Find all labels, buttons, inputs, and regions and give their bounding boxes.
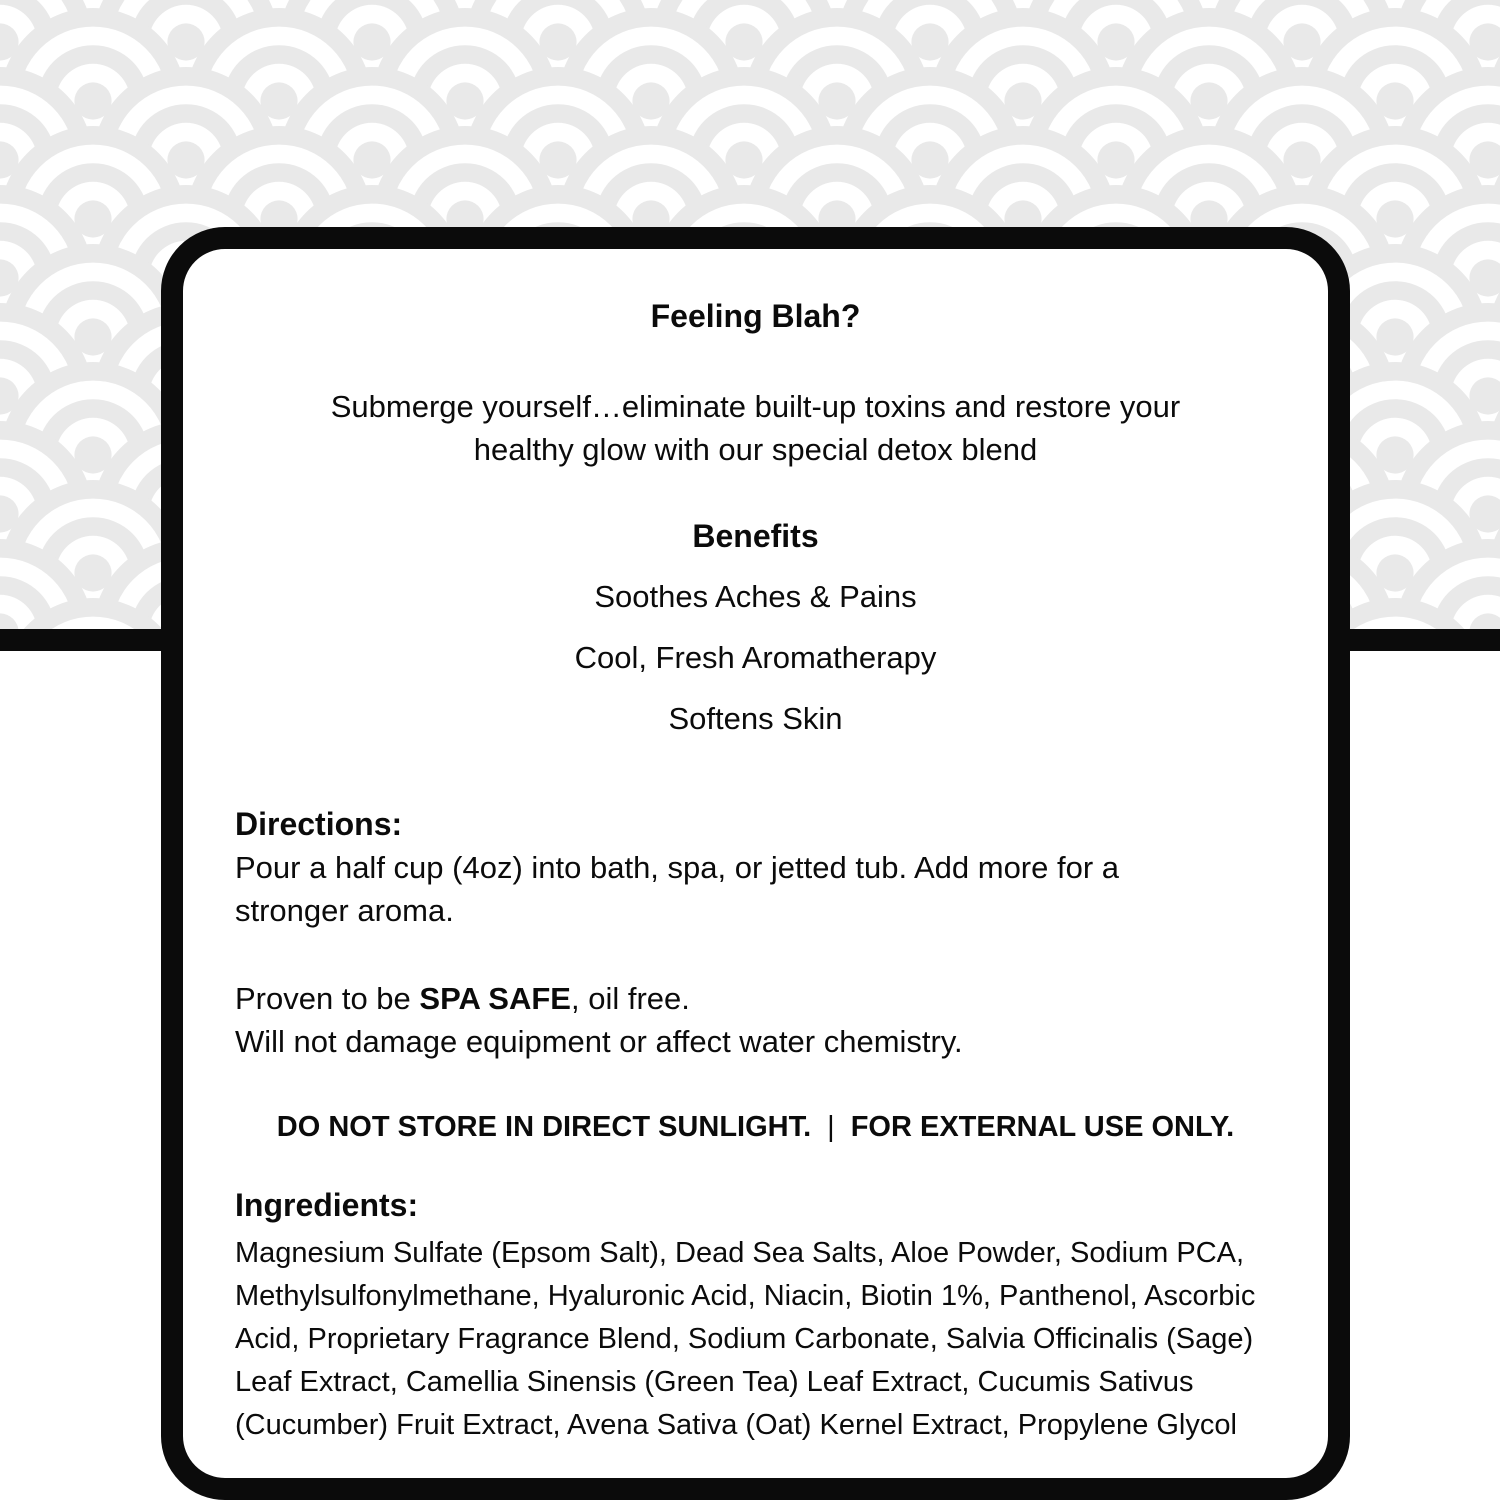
benefit-item: Soothes Aches & Pains bbox=[594, 579, 917, 614]
benefits-title: Benefits bbox=[692, 518, 819, 554]
spa-safe-paragraph bbox=[235, 977, 1276, 1063]
warning-line bbox=[235, 1107, 1276, 1147]
label-card-body bbox=[183, 249, 1328, 1478]
intro-paragraph bbox=[235, 385, 1276, 471]
benefit-item: Cool, Fresh Aromatherapy bbox=[574, 640, 937, 675]
benefit-item: Softens Skin bbox=[668, 701, 843, 736]
spa-safe-emphasis: SPA SAFE bbox=[419, 981, 571, 1016]
warning-left: DO NOT STORE IN DIRECT SUNLIGHT. bbox=[276, 1111, 812, 1143]
ingredient-line: Leaf Extract, Camellia Sinensis (Green Tea) Leaf Extract, Cucumis Sativus bbox=[235, 1366, 1194, 1398]
ingredients-list bbox=[235, 1232, 1276, 1447]
spa-safe-line-2: Will not damage equipment or affect water chemistry. bbox=[235, 1024, 963, 1059]
headline: Feeling Blah? bbox=[650, 298, 861, 334]
ingredient-line: Magnesium Sulfate (Epsom Salt), Dead Sea Salts, Aloe Powder, Sodium PCA, bbox=[235, 1237, 1245, 1269]
spa-safe-suffix: , oil free. bbox=[571, 981, 690, 1016]
directions-title: Directions: bbox=[235, 806, 403, 842]
intro-line-1: Submerge yourself…eliminate built-up toxins and restore your bbox=[330, 389, 1181, 424]
warning-separator: | bbox=[827, 1111, 835, 1143]
ingredient-line: (Cucumber) Fruit Extract, Avena Sativa (Oat) Kernel Extract, Propylene Glycol bbox=[235, 1409, 1237, 1441]
directions-line-2: stronger aroma. bbox=[235, 893, 454, 928]
ingredients-title: Ingredients: bbox=[235, 1187, 419, 1223]
intro-line-2: healthy glow with our special detox blend bbox=[473, 432, 1038, 467]
label-card bbox=[161, 227, 1350, 1500]
directions-line-1: Pour a half cup (4oz) into bath, spa, or jetted tub. Add more for a bbox=[235, 850, 1120, 885]
spa-safe-line-1 bbox=[235, 977, 1276, 1020]
ingredient-line: Methylsulfonylmethane, Hyaluronic Acid, Niacin, Biotin 1%, Panthenol, Ascorbic bbox=[235, 1280, 1256, 1312]
spa-safe-prefix: Proven to be bbox=[235, 981, 420, 1016]
warning-right: FOR EXTERNAL USE ONLY. bbox=[850, 1111, 1235, 1143]
ingredient-line: Acid, Proprietary Fragrance Blend, Sodium Carbonate, Salvia Officinalis (Sage) bbox=[235, 1323, 1254, 1355]
